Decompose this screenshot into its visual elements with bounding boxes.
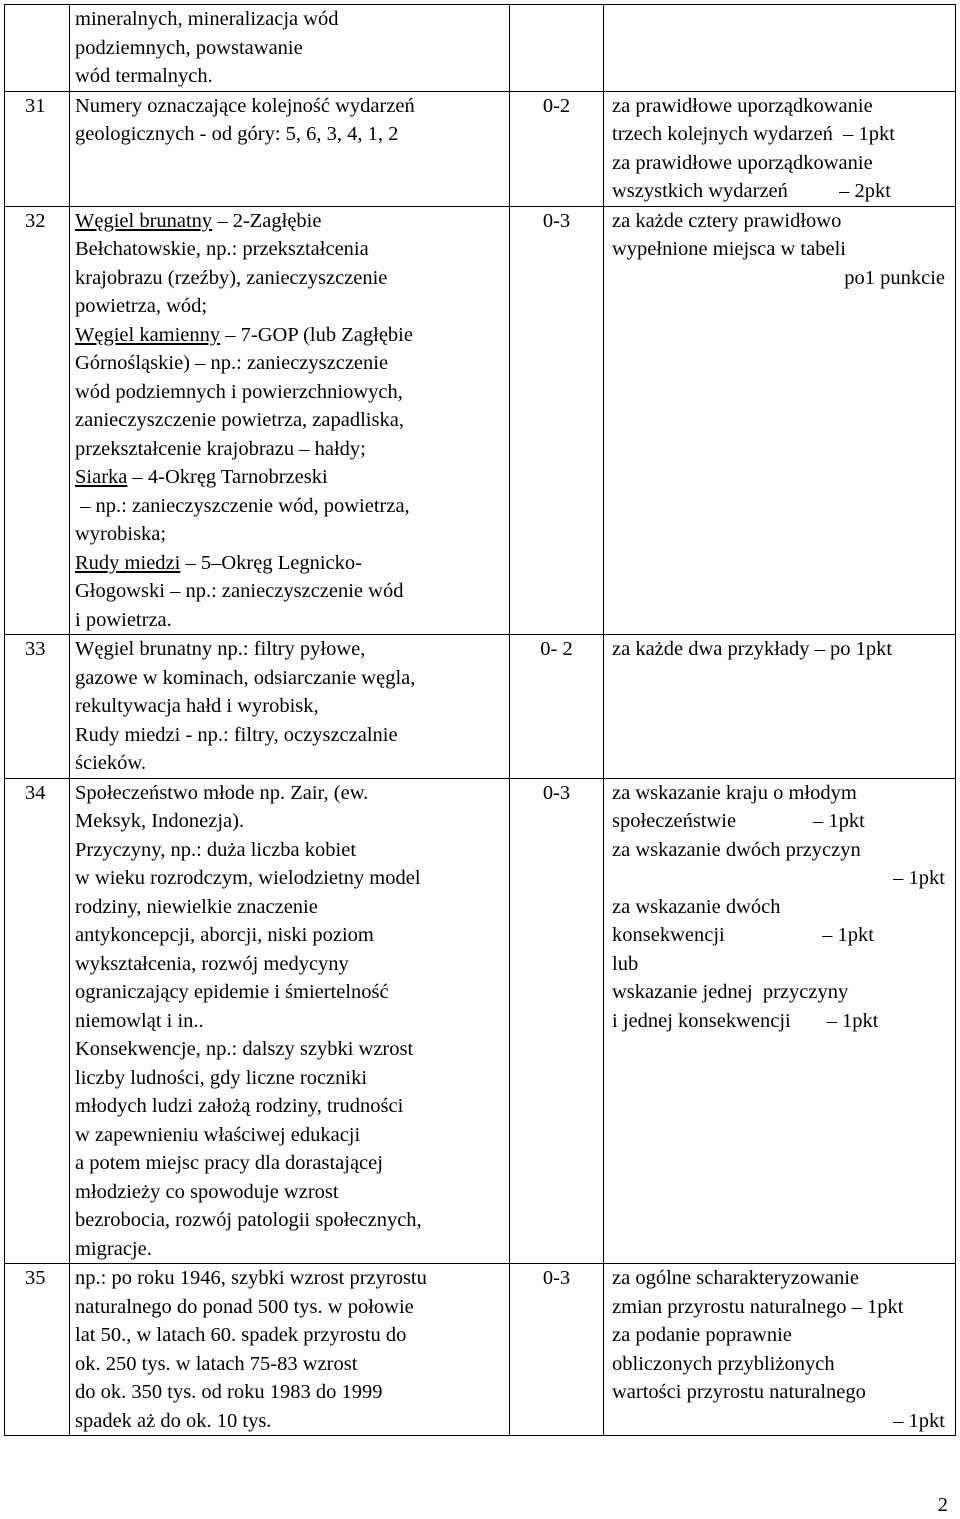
answer-line <box>75 606 507 635</box>
answer-text: Głogowski – np.: zanieczyszczenie wód <box>75 580 404 602</box>
answer-text: do ok. 350 tys. od roku 1983 do 1999 <box>75 1381 383 1403</box>
task-number <box>5 5 70 92</box>
answer-key-table <box>4 4 956 1436</box>
criteria-line: i jednej konsekwencji – 1pkt <box>612 1009 879 1032</box>
model-answer <box>70 635 510 779</box>
answer-text: w wieku rozrodczym, wielodzietny model <box>75 867 421 889</box>
criteria-line: wartości przyrostu naturalnego <box>612 1381 866 1403</box>
answer-line <box>75 492 507 521</box>
answer-line <box>75 1206 507 1235</box>
criteria-line: za wskazanie dwóch przyczyn <box>612 838 861 861</box>
task-row <box>5 1264 956 1436</box>
answer-text: spadek aż do ok. 10 tys. <box>75 1409 272 1432</box>
answer-line <box>75 721 507 750</box>
answer-text: wykształcenia, rozwój medycyny <box>75 952 349 975</box>
answer-line <box>75 1007 507 1036</box>
answer-text: niemowląt i in.. <box>75 1009 204 1032</box>
answer-text: – 4-Okręg Tarnobrzeski <box>127 466 328 488</box>
criteria-line: społeczeństwie – 1pkt <box>612 810 865 832</box>
task-row <box>5 5 956 92</box>
answer-line <box>75 1064 507 1093</box>
criteria-line: – 1pkt <box>893 1409 945 1432</box>
answer-line <box>75 1235 507 1264</box>
answer-text: np.: po roku 1946, szybki wzrost przyrostu <box>75 1267 427 1289</box>
task-number: 35 <box>5 1264 70 1436</box>
answer-text: geologicznych - od góry: 5, 6, 3, 4, 1, 2 <box>75 123 399 145</box>
task-number: 33 <box>5 635 70 779</box>
answer-line <box>75 5 507 34</box>
answer-text: bezrobocia, rozwój patologii społecznych, <box>75 1209 422 1231</box>
answer-text: przekształcenie krajobrazu – hałdy; <box>75 437 366 460</box>
model-answer <box>70 778 510 1264</box>
criteria-line: trzech kolejnych wydarzeń – 1pkt <box>612 123 895 145</box>
criteria-line: konsekwencji – 1pkt <box>612 924 874 946</box>
answer-line <box>75 749 507 778</box>
answer-line <box>75 1092 507 1121</box>
model-answer <box>70 5 510 92</box>
answer-text: antykoncepcji, aborcji, niski poziom <box>75 924 374 946</box>
answer-line <box>75 836 507 865</box>
criteria-line: za ogólne scharakteryzowanie <box>612 1267 860 1289</box>
scoring-criteria <box>604 778 956 1264</box>
criteria-line: za wskazanie kraju o młodym <box>612 781 857 804</box>
task-number: 31 <box>5 91 70 206</box>
answer-line <box>75 635 507 664</box>
answer-text: Węgiel brunatny np.: filtry pyłowe, <box>75 638 366 660</box>
criteria-line: wskazanie jednej przyczyny <box>612 981 849 1003</box>
answer-text: rekultywacja hałd i wyrobisk, <box>75 695 319 717</box>
answer-line <box>75 435 507 464</box>
answer-text: rodziny, niewielkie znaczenie <box>75 895 318 918</box>
answer-text: – 2-Zagłębie <box>212 209 322 232</box>
answer-line <box>75 864 507 893</box>
task-row <box>5 778 956 1264</box>
answer-text: – np.: zanieczyszczenie wód, powietrza, <box>75 494 410 517</box>
answer-line <box>75 292 507 321</box>
resource-name: Siarka <box>75 466 128 488</box>
answer-text: liczby ludności, gdy liczne roczniki <box>75 1066 368 1089</box>
criteria-line: za wskazanie dwóch <box>612 895 781 918</box>
answer-text: zanieczyszczenie powietrza, zapadliska, <box>75 409 404 431</box>
answer-text: młodzieży co spowoduje wzrost <box>75 1180 339 1203</box>
answer-text: Rudy miedzi - np.: filtry, oczyszczalnie <box>75 723 398 746</box>
answer-text: naturalnego do ponad 500 tys. w połowie <box>75 1295 414 1318</box>
answer-text: gazowe w kominach, odsiarczanie węgla, <box>75 666 416 689</box>
answer-text: wyrobiska; <box>75 523 167 545</box>
answer-text: wód termalnych. <box>75 65 213 87</box>
answer-line <box>75 893 507 922</box>
points-range: 0-3 <box>510 1264 604 1436</box>
answer-text: mineralnych, mineralizacja wód <box>75 8 339 30</box>
answer-text: Górnośląskie) – np.: zanieczyszczenie <box>75 352 389 374</box>
answer-line <box>75 1121 507 1150</box>
answer-line <box>75 235 507 264</box>
answer-line <box>75 378 507 407</box>
answer-text: Bełchatowskie, np.: przekształcenia <box>75 238 369 260</box>
answer-line <box>75 577 507 606</box>
answer-line <box>75 779 507 808</box>
answer-line <box>75 1035 507 1064</box>
task-row <box>5 635 956 779</box>
resource-name: Węgiel kamienny <box>75 323 221 346</box>
answer-line <box>75 1378 507 1407</box>
scoring-criteria <box>604 635 956 779</box>
answer-line <box>75 1407 507 1436</box>
answer-text: lat 50., w latach 60. spadek przyrostu do <box>75 1324 407 1346</box>
criteria-line: po1 punkcie <box>844 266 945 289</box>
scoring-criteria <box>604 206 956 635</box>
task-row <box>5 91 956 206</box>
answer-text: – 7-GOP (lub Zagłębie <box>220 323 413 346</box>
answer-line <box>75 1350 507 1379</box>
answer-line <box>75 463 507 492</box>
answer-line <box>75 1264 507 1293</box>
answer-line <box>75 406 507 435</box>
answer-text: Konsekwencje, np.: dalszy szybki wzrost <box>75 1038 414 1060</box>
scoring-criteria <box>604 91 956 206</box>
answer-text: Meksyk, Indonezja). <box>75 810 245 832</box>
answer-text: w zapewnieniu właściwej edukacji <box>75 1123 361 1146</box>
answer-text: powietrza, wód; <box>75 295 208 317</box>
answer-text: ograniczający epidemie i śmiertelność <box>75 981 389 1003</box>
model-answer <box>70 1264 510 1436</box>
scoring-criteria <box>604 5 956 92</box>
answer-text: ścieków. <box>75 752 146 774</box>
answer-text: – 5–Okręg Legnicko- <box>180 551 362 574</box>
model-answer <box>70 91 510 206</box>
answer-line <box>75 34 507 63</box>
model-answer <box>70 206 510 635</box>
points-range: 0-3 <box>510 206 604 635</box>
points-range: 0-2 <box>510 91 604 206</box>
answer-line <box>75 978 507 1007</box>
criteria-line: za prawidłowe uporządkowanie <box>612 151 873 174</box>
answer-line <box>75 1293 507 1322</box>
page-number: 2 <box>937 1494 948 1516</box>
criteria-line: lub <box>612 952 639 975</box>
answer-line <box>75 207 507 236</box>
answer-text: podziemnych, powstawanie <box>75 36 303 59</box>
answer-text: ok. 250 tys. w latach 75-83 wzrost <box>75 1352 358 1375</box>
resource-name: Węgiel brunatny <box>75 209 213 232</box>
answer-text: Społeczeństwo młode np. Zair, (ew. <box>75 781 369 804</box>
answer-line <box>75 1178 507 1207</box>
task-number: 34 <box>5 778 70 1264</box>
criteria-line: za każde cztery prawidłowo <box>612 209 842 232</box>
task-number: 32 <box>5 206 70 635</box>
criteria-line: wypełnione miejsca w tabeli <box>612 238 846 260</box>
answer-text: Przyczyny, np.: duża liczba kobiet <box>75 838 357 861</box>
answer-line <box>75 92 507 121</box>
points-range: 0-3 <box>510 778 604 1264</box>
criteria-line: za prawidłowe uporządkowanie <box>612 94 873 117</box>
answer-line <box>75 520 507 549</box>
answer-line <box>75 149 507 178</box>
scoring-criteria <box>604 1264 956 1436</box>
answer-line <box>75 1321 507 1350</box>
answer-line <box>75 807 507 836</box>
resource-name: Rudy miedzi <box>75 551 181 574</box>
points-range: 0- 2 <box>510 635 604 779</box>
criteria-line: wszystkich wydarzeń – 2pkt <box>612 180 891 202</box>
answer-line <box>75 349 507 378</box>
answer-text: młodych ludzi założą rodziny, trudności <box>75 1095 404 1117</box>
answer-text: i powietrza. <box>75 608 172 631</box>
answer-line <box>75 264 507 293</box>
points-range <box>510 5 604 92</box>
answer-text: a potem miejsc pracy dla dorastającej <box>75 1152 383 1174</box>
answer-text: krajobrazu (rzeźby), zanieczyszczenie <box>75 266 388 289</box>
criteria-line: zmian przyrostu naturalnego – 1pkt <box>612 1295 904 1318</box>
answer-line <box>75 950 507 979</box>
criteria-line: – 1pkt <box>893 867 945 889</box>
criteria-line: obliczonych przybliżonych <box>612 1352 835 1375</box>
answer-line <box>75 692 507 721</box>
answer-line <box>75 120 507 149</box>
answer-line <box>75 921 507 950</box>
answer-line <box>75 664 507 693</box>
answer-line <box>75 321 507 350</box>
answer-text: wód podziemnych i powierzchniowych, <box>75 380 403 403</box>
criteria-line: za podanie poprawnie <box>612 1324 792 1346</box>
answer-text: migracje. <box>75 1237 152 1260</box>
answer-text: Numery oznaczające kolejność wydarzeń <box>75 94 415 117</box>
answer-line <box>75 62 507 91</box>
answer-line <box>75 1149 507 1178</box>
answer-line <box>75 177 507 206</box>
answer-line <box>75 549 507 578</box>
task-row <box>5 206 956 635</box>
criteria-line: za każde dwa przykłady – po 1pkt <box>612 638 893 660</box>
